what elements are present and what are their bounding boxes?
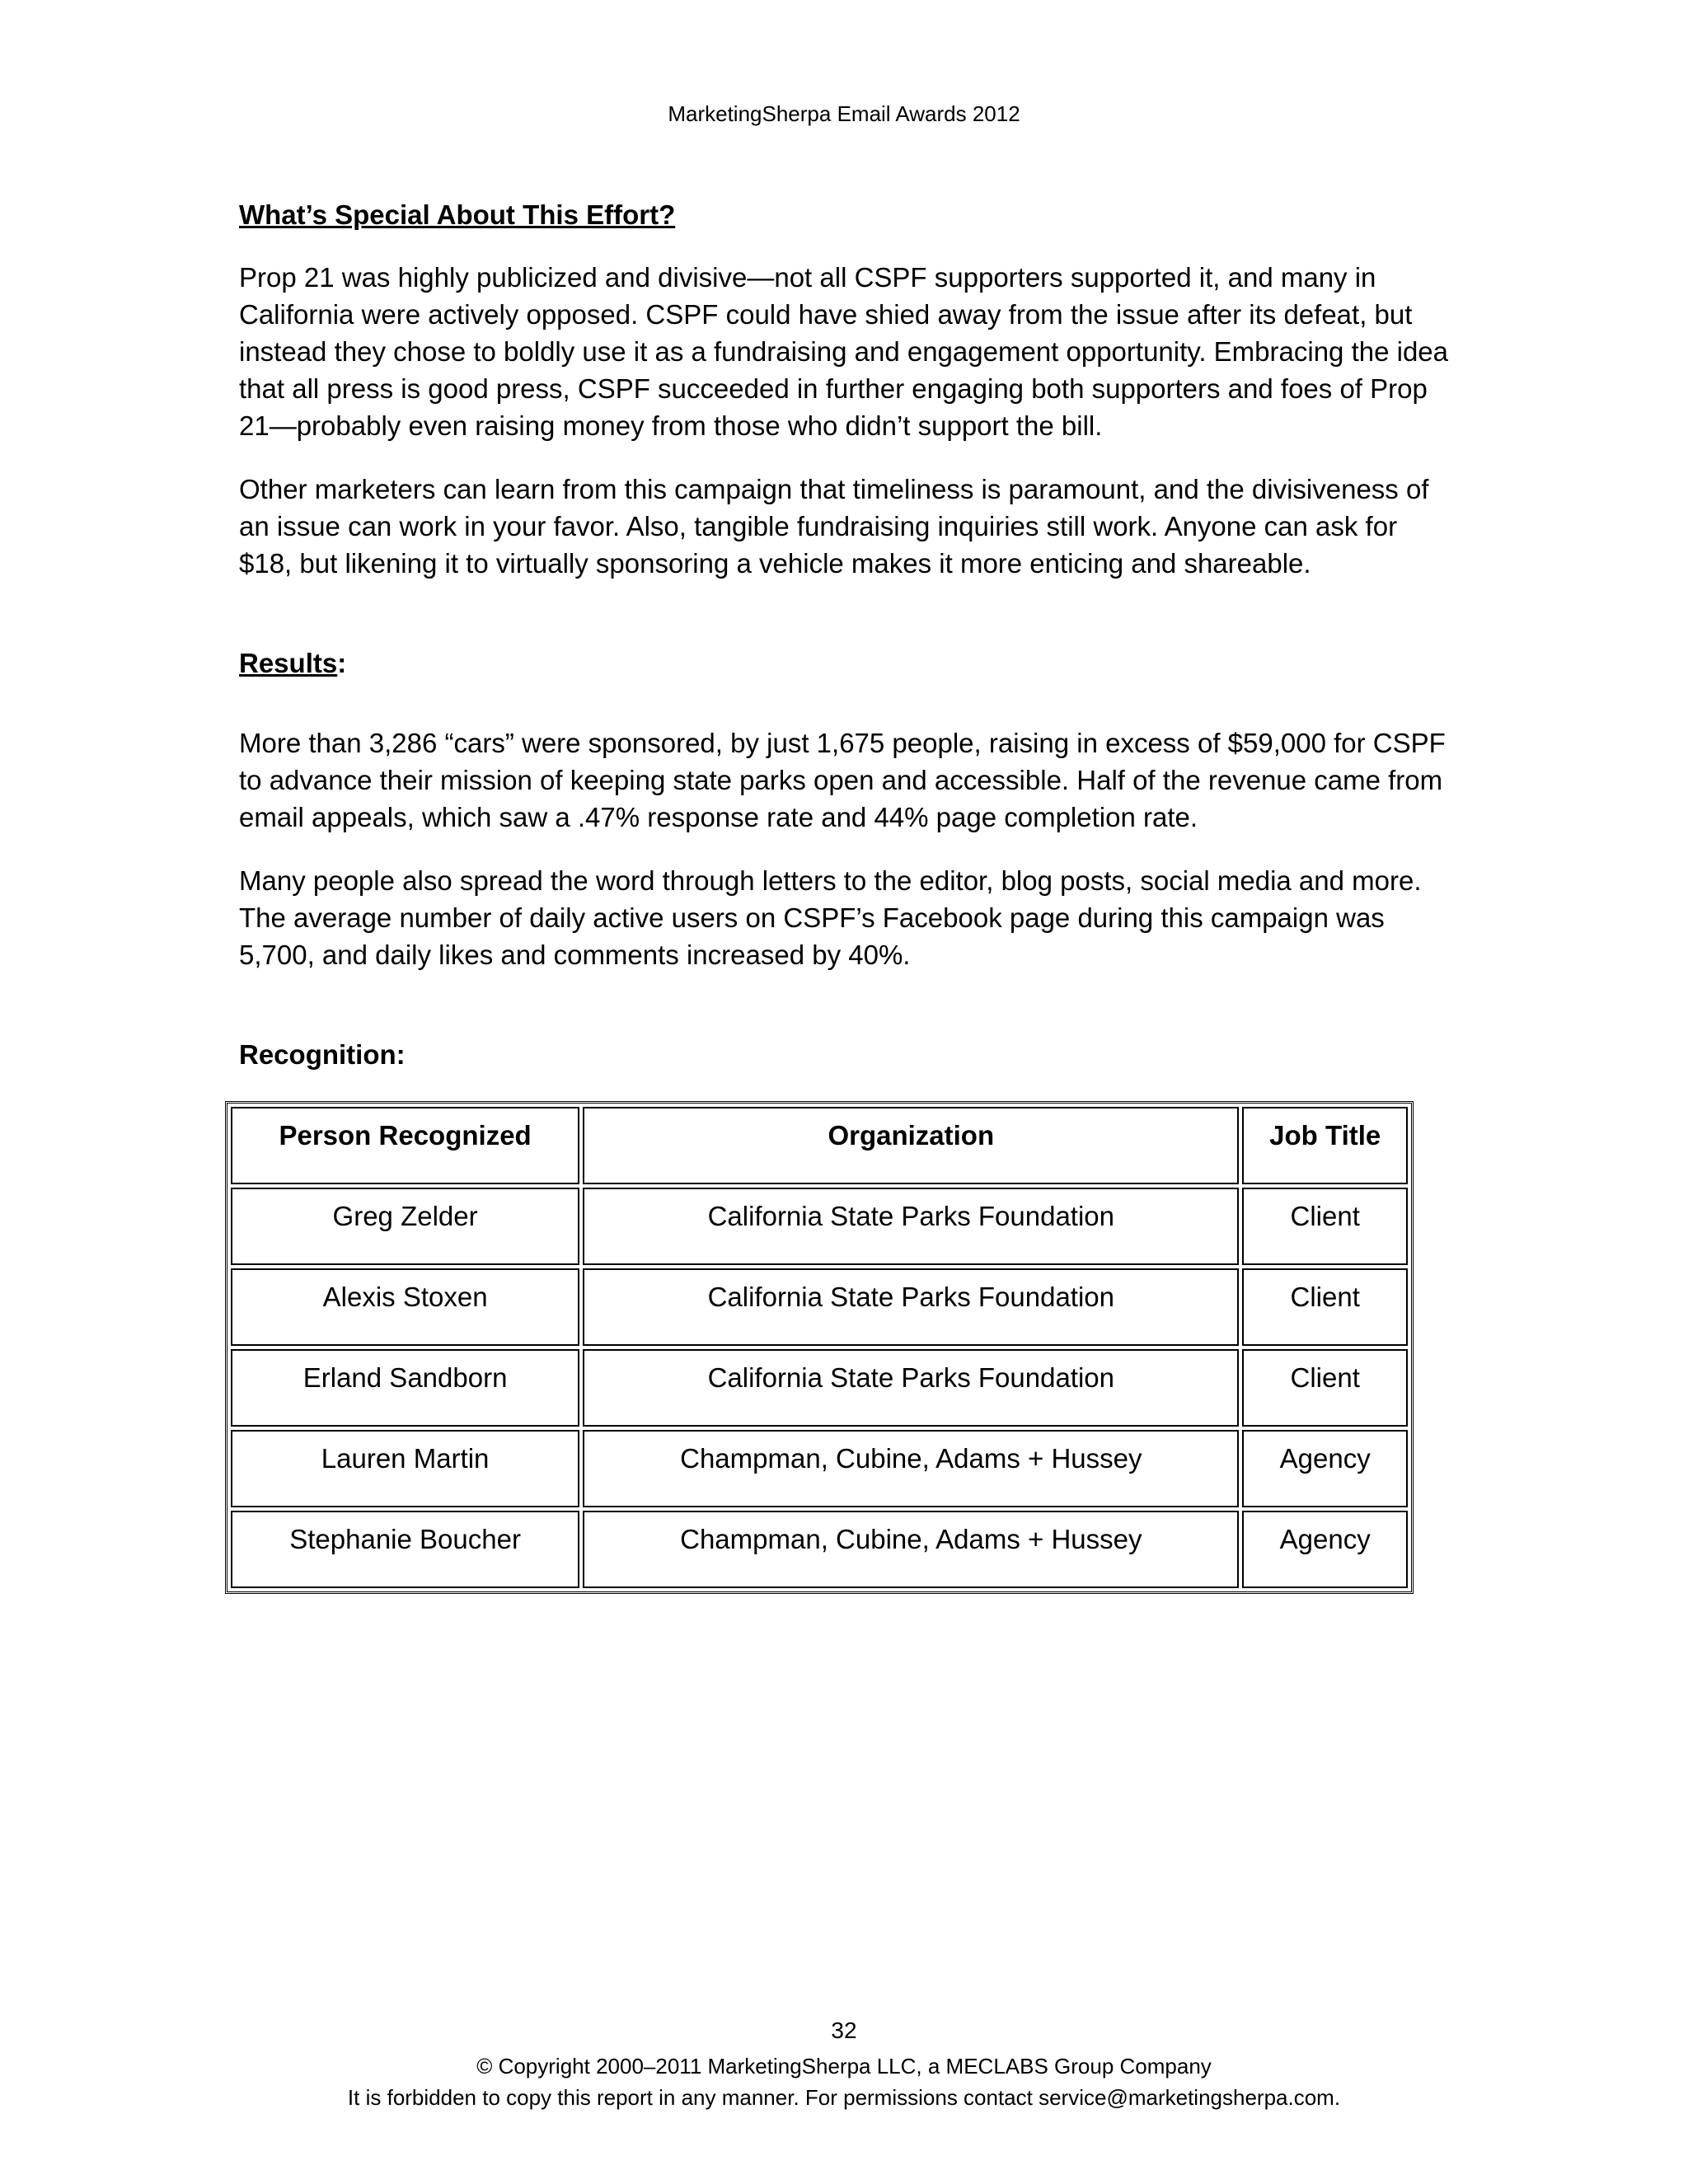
cell-job-title: Agency (1242, 1511, 1408, 1588)
cell-organization: California State Parks Foundation (583, 1268, 1239, 1346)
special-heading (239, 196, 1451, 234)
special-paragraph-2: Other marketers can learn from this campaign that timeliness is paramount, and the divisiveness of an issue can work in your favor. Also, tangible fundraising inquiries still work. Anyone can ask for $18, but likening it to virtually sponsoring a vehicle makes it more enticing and shareable. (239, 474, 1429, 579)
recognition-heading: Recognition: (239, 1039, 406, 1070)
table-row (231, 1349, 1408, 1427)
cell-job-title: Agency (1242, 1430, 1408, 1507)
cell-job-title: Client (1242, 1188, 1408, 1265)
special-heading-text: What’s Special About This Effort? (239, 199, 676, 230)
cell-organization: California State Parks Foundation (583, 1349, 1239, 1427)
results-paragraph-1: More than 3,286 “cars” were sponsored, by just 1,675 people, raising in excess of $59,000 for CSPF to advance their mission of keeping state parks open and accessible. Half of the revenue came from email appeals, which saw a .47% response rate and 44% page completion rate. (239, 728, 1446, 832)
copy-notice-line: It is forbidden to copy this report in any manner. For permissions contact service@marketingsherpa.com. (347, 2085, 1341, 2110)
cell-person: Erland Sandborn (231, 1349, 579, 1427)
copyright-line: © Copyright 2000–2011 MarketingSherpa LLC, a MECLABS Group Company (476, 2054, 1212, 2079)
cell-person: Greg Zelder (231, 1188, 579, 1265)
page-content (239, 196, 1451, 1594)
results-paragraph-2: Many people also spread the word through letters to the editor, blog posts, social media and more. The average number of daily active users on CSPF’s Facebook page during this campaign was 5,700, and daily likes and comments increased by 40%. (239, 865, 1422, 970)
special-paragraph-1: Prop 21 was highly publicized and divisive—not all CSPF supporters supported it, and many in California were actively opposed. CSPF could have shied away from the issue after its defeat, but instead they chose to boldly use it as a fundraising and engagement opportunity. Embracing the idea that all press is good press, CSPF succeeded in further engaging both supporters and foes of Prop 21—probably even raising money from those who didn’t support the bill. (239, 262, 1449, 441)
table-row (231, 1268, 1408, 1346)
column-header-person: Person Recognized (231, 1107, 579, 1184)
cell-organization: Champman, Cubine, Adams + Hussey (583, 1511, 1239, 1588)
cell-person: Alexis Stoxen (231, 1268, 579, 1346)
table-row (231, 1430, 1408, 1507)
recognition-table (225, 1101, 1414, 1594)
table-row (231, 1511, 1408, 1588)
column-header-organization: Organization (583, 1107, 1239, 1184)
cell-job-title: Client (1242, 1268, 1408, 1346)
cell-organization: Champman, Cubine, Adams + Hussey (583, 1430, 1239, 1507)
results-heading-colon: : (337, 648, 347, 678)
cell-person: Stephanie Boucher (231, 1511, 579, 1588)
table-header-row (231, 1107, 1408, 1184)
cell-person: Lauren Martin (231, 1430, 579, 1507)
cell-organization: California State Parks Foundation (583, 1188, 1239, 1265)
footer-copyright (0, 2050, 1688, 2113)
results-heading (239, 644, 1451, 682)
table-row (231, 1188, 1408, 1265)
column-header-job-title: Job Title (1242, 1107, 1408, 1184)
results-heading-text: Results (239, 648, 338, 678)
cell-job-title: Client (1242, 1349, 1408, 1427)
running-header: MarketingSherpa Email Awards 2012 (668, 101, 1020, 126)
page-number: 32 (831, 2018, 857, 2043)
